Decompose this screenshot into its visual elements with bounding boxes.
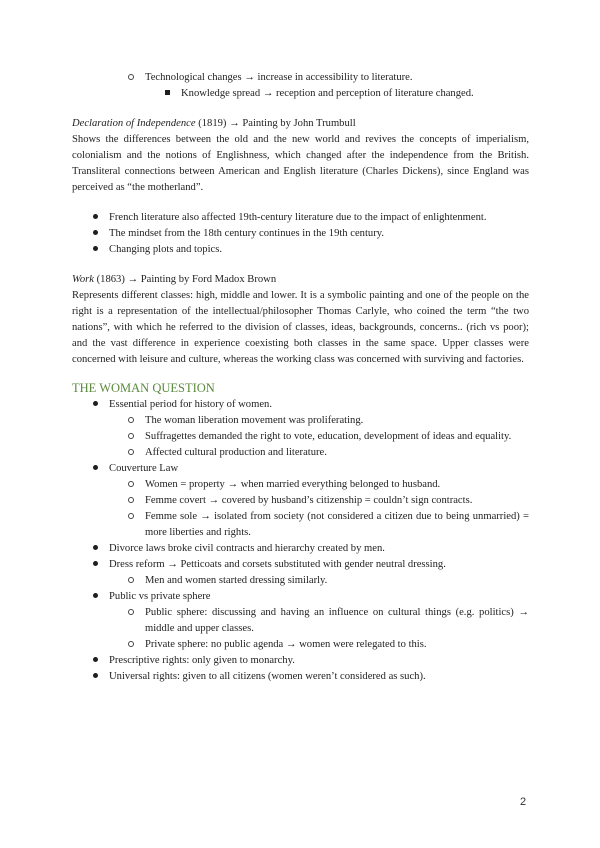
hollow-bullet-icon <box>125 445 137 461</box>
page-number: 2 <box>520 796 527 808</box>
bullet-icon <box>89 461 101 477</box>
hollow-bullet-icon <box>125 637 137 653</box>
list-item-text: Femme covert → covered by husband’s citizenship = couldn’t sign contracts. <box>145 495 473 506</box>
declaration-title <box>72 116 529 132</box>
list-item <box>72 605 529 637</box>
bullets-list-1 <box>72 210 529 258</box>
list-item-text: Universal rights: given to all citizens (women weren’t considered as such). <box>109 671 426 682</box>
hollow-bullet-icon <box>125 493 137 509</box>
bullet-icon <box>89 242 101 258</box>
list-item <box>72 242 529 258</box>
list-item <box>72 589 529 605</box>
list-item <box>72 557 529 573</box>
hollow-bullet-icon <box>125 573 137 589</box>
list-item <box>72 637 529 653</box>
bullet-icon <box>89 541 101 557</box>
top-list <box>72 70 529 102</box>
bullet-icon <box>89 210 101 226</box>
bullet-icon <box>89 226 101 242</box>
list-item <box>72 413 529 429</box>
list-item <box>72 445 529 461</box>
list-item-text: The woman liberation movement was proliferating. <box>145 415 364 426</box>
list-item-text: Prescriptive rights: only given to monarchy. <box>109 655 295 666</box>
work-title-rest: (1863) → Painting by Ford Madox Brown <box>93 274 277 285</box>
hollow-bullet-icon <box>125 429 137 445</box>
hollow-bullet-icon <box>125 70 137 86</box>
list-item <box>72 541 529 557</box>
list-item <box>72 477 529 493</box>
list-item <box>72 70 529 86</box>
list-item-text: Women = property → when married everything belonged to husband. <box>145 479 441 490</box>
hollow-bullet-icon <box>125 605 137 621</box>
list-item-text: Divorce laws broke civil contracts and hierarchy created by men. <box>109 543 385 554</box>
hollow-bullet-icon <box>125 413 137 429</box>
list-item-text: French literature also affected 19th-century literature due to the impact of enlightenment. <box>109 212 487 223</box>
list-item <box>72 86 529 102</box>
page-content <box>72 70 529 685</box>
declaration-body: Shows the differences between the old and the new world and revives the concepts of imperialism, colonialism and the notions of Englishness, which changed after the independence from the British. Transliteral connections between American and English literature (Charles Dickens), since England was perceived as “the motherland”. <box>72 134 529 193</box>
work-body: Represents different classes: high, middle and lower. It is a symbolic painting and one of the people on the right is a representation of the intellectual/philosopher Thomas Carlyle, who coined the term “the two nations”, with which he referred to the division of classes, ideas, backgrounds, concerns.. (rich vs poor); and the vast difference in experience coexisting both classes in the same space. Upper classes were concerned with leisure and culture, whereas the working class was concerned with surviving and factories. <box>72 290 529 365</box>
list-item <box>72 509 529 541</box>
list-item-text: Femme sole → isolated from society (not considered a citizen due to being unmarried) = more liberties and rights. <box>145 511 529 538</box>
bullet-icon <box>89 589 101 605</box>
list-item <box>72 461 529 477</box>
list-item <box>72 573 529 589</box>
list-item-text: Knowledge spread → reception and perception of literature changed. <box>181 88 474 99</box>
list-item-text: Changing plots and topics. <box>109 244 222 255</box>
bullet-icon <box>89 397 101 413</box>
list-item <box>72 429 529 445</box>
list-item-text: Couverture Law <box>109 463 179 474</box>
list-item <box>72 210 529 226</box>
list-item <box>72 653 529 669</box>
hollow-bullet-icon <box>125 477 137 493</box>
list-item-text: Essential period for history of women. <box>109 399 272 410</box>
hollow-bullet-icon <box>125 509 137 525</box>
work-title-italic: Work <box>72 274 94 285</box>
list-item-text: Public sphere: discussing and having an influence on cultural things (e.g. politics) → middle and upper classes. <box>145 607 529 634</box>
bullet-icon <box>89 669 101 685</box>
list-item-text: Technological changes → increase in accessibility to literature. <box>145 72 413 83</box>
square-bullet-icon <box>161 86 173 102</box>
list-item-text: The mindset from the 18th century continues in the 19th century. <box>109 228 384 239</box>
declaration-title-rest: (1819) → Painting by John Trumbull <box>195 118 356 129</box>
woman-question-list <box>72 397 529 685</box>
list-item-text: Dress reform → Petticoats and corsets substituted with gender neutral dressing. <box>109 559 446 570</box>
work-title <box>72 272 529 288</box>
list-item-text: Private sphere: no public agenda → women were relegated to this. <box>145 639 427 650</box>
list-item-text: Suffragettes demanded the right to vote, education, development of ideas and equality. <box>145 431 512 442</box>
list-item <box>72 493 529 509</box>
list-item-text: Men and women started dressing similarly. <box>145 575 328 586</box>
bullet-icon <box>89 653 101 669</box>
list-item-text: Affected cultural production and literature. <box>145 447 327 458</box>
list-item <box>72 397 529 413</box>
list-item <box>72 226 529 242</box>
bullet-icon <box>89 557 101 573</box>
section-heading: THE WOMAN QUESTION <box>72 381 215 395</box>
list-item <box>72 669 529 685</box>
list-item-text: Public vs private sphere <box>109 591 211 602</box>
declaration-title-italic: Declaration of Independence <box>72 118 196 129</box>
